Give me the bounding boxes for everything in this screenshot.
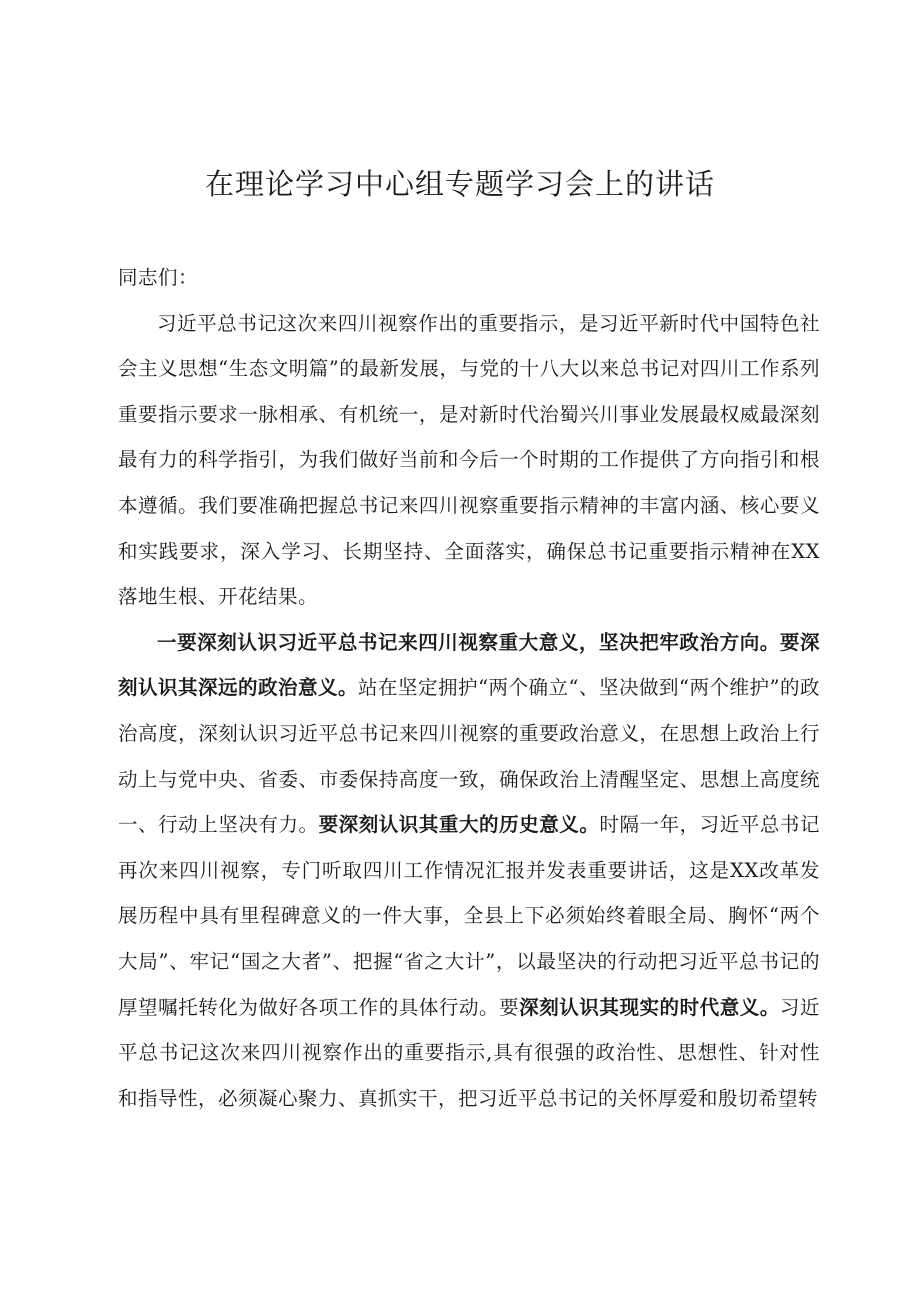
paragraph-section-one xyxy=(118,620,820,1122)
sub-text-era: 习近平总书记这次来四川视察作出的重要指示,具有很强的政治性、思想性、针对性和指导性，必须凝心聚力、真抓实干，把习近平总书记的关怀厚爱和殷切希望转 xyxy=(118,995,820,1110)
sub-heading-political: 要深刻认识其深远的政治意义。 xyxy=(118,630,820,700)
document-body xyxy=(118,255,820,1121)
document-title: 在理论学习中心组专题学习会上的讲话 xyxy=(204,167,715,201)
salutation: 同志们： xyxy=(118,266,199,289)
sub-prefix-era: 要 xyxy=(499,995,520,1019)
paragraph-intro: 习近平总书记这次来四川视察作出的重要指示，是习近平新时代中国特色社会主义思想“生态文明篇”的最新发展，与党的十八大以来总书记对四川工作系列重要指示要求一脉相承、有机统一，是对新时代治蜀兴川事业发展最权威最深刻最有力的科学指引，为我们做好当前和今后一个时期的工作提供了方向指引和根本遵循。我们要准确把握总书记来四川视察重要指示精神的丰富内涵、核心要义和实践要求，深入学习、长期坚持、全面落实，确保总书记重要指示精神在XX落地生根、开花结果。 xyxy=(118,311,820,609)
sub-text-political: 站在坚定拥护“两个确立“、坚决做到“两个维护”的政治高度，深刻认识习近平总书记来四川视察的重要政治意义，在思想上政治上行动上与党中央、省委、市委保持高度一致，确保政治上清醒坚定、思想上高度统一、行动上坚决有力。 xyxy=(118,676,820,837)
sub-heading-era: 深刻认识其现实的时代意义。 xyxy=(519,995,780,1019)
sub-heading-historical: 要深刻认识其重大的历史意义。 xyxy=(318,813,600,837)
section-one-heading: 一要深刻认识习近平总书记来四川视察重大意义，坚决把牢政治方向。 xyxy=(157,630,780,654)
sub-text-historical: 时隔一年，习近平总书记再次来四川视察，专门听取四川工作情况汇报并发表重要讲话，这是XX改革发展历程中具有里程碑意义的一件大事，全县上下必须始终着眼全局、胸怀“两个大局”、牢记“国之大者”、把握“省之大计”，以最坚决的行动把习近平总书记的厚望嘱托转化为做好各项工作的具体行动。 xyxy=(118,813,820,1019)
